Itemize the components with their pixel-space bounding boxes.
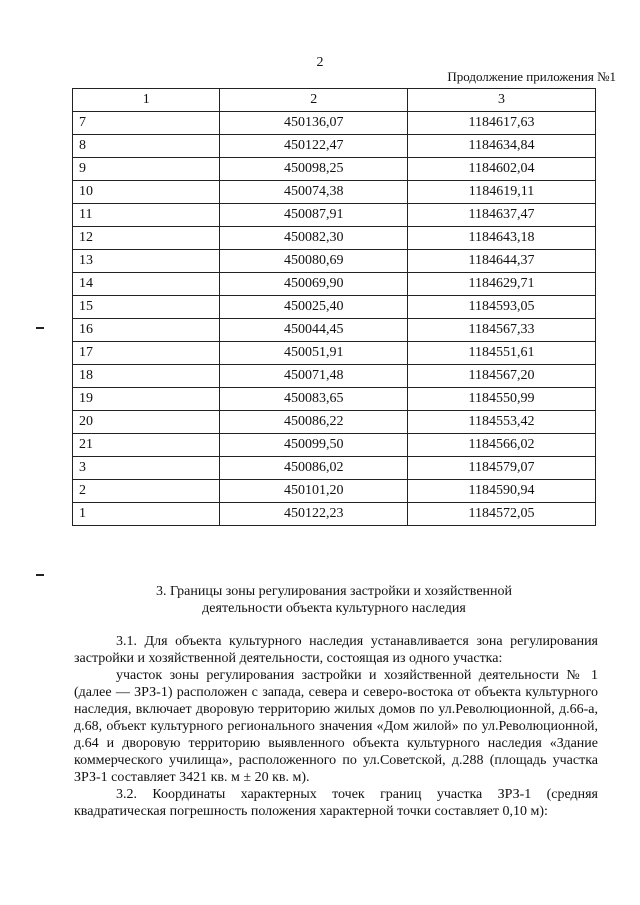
section-title-line: деятельности объекта культурного наследия [202, 601, 466, 616]
y-coordinate-cell: 1184567,33 [408, 319, 596, 342]
paragraph: 3.1. Для объекта культурного наследия устанавливается зона регулирования застройки и хозяйственной деятельности, состоящая из одного участка: [74, 634, 598, 666]
point-number-cell: 11 [73, 204, 220, 227]
y-coordinate-cell: 1184602,04 [408, 158, 596, 181]
x-coordinate-cell: 450086,22 [220, 411, 408, 434]
y-coordinate-cell: 1184553,42 [408, 411, 596, 434]
x-coordinate-cell: 450051,91 [220, 342, 408, 365]
table-row [73, 135, 596, 158]
point-number-cell: 8 [73, 135, 220, 158]
x-coordinate-cell: 450136,07 [220, 112, 408, 135]
table-row [73, 112, 596, 135]
y-coordinate-cell: 1184634,84 [408, 135, 596, 158]
table-row [73, 434, 596, 457]
table-row [73, 388, 596, 411]
column-header: 2 [220, 89, 408, 112]
x-coordinate-cell: 450086,02 [220, 457, 408, 480]
y-coordinate-cell: 1184551,61 [408, 342, 596, 365]
x-coordinate-cell: 450099,50 [220, 434, 408, 457]
x-coordinate-cell: 450098,25 [220, 158, 408, 181]
table-row [73, 411, 596, 434]
point-number-cell: 17 [73, 342, 220, 365]
point-number-cell: 12 [73, 227, 220, 250]
y-coordinate-cell: 1184619,11 [408, 181, 596, 204]
y-coordinate-cell: 1184593,05 [408, 296, 596, 319]
y-coordinate-cell: 1184644,37 [408, 250, 596, 273]
table-row [73, 158, 596, 181]
x-coordinate-cell: 450122,23 [220, 503, 408, 526]
margin-mark [36, 327, 44, 329]
x-coordinate-cell: 450025,40 [220, 296, 408, 319]
point-number-cell: 13 [73, 250, 220, 273]
y-coordinate-cell: 1184550,99 [408, 388, 596, 411]
y-coordinate-cell: 1184629,71 [408, 273, 596, 296]
y-coordinate-cell: 1184572,05 [408, 503, 596, 526]
point-number-cell: 20 [73, 411, 220, 434]
point-number-cell: 16 [73, 319, 220, 342]
x-coordinate-cell: 450044,45 [220, 319, 408, 342]
column-header: 3 [408, 89, 596, 112]
point-number-cell: 2 [73, 480, 220, 503]
point-number-cell: 21 [73, 434, 220, 457]
paragraph: 3.2. Координаты характерных точек границ участка ЗРЗ-1 (средняя квадратическая погрешность положения характерной точки составляет 0,10 м): [74, 787, 598, 819]
y-coordinate-cell: 1184637,47 [408, 204, 596, 227]
point-number-cell: 19 [73, 388, 220, 411]
page-number: 2 [316, 55, 324, 70]
y-coordinate-cell: 1184567,20 [408, 365, 596, 388]
body-text [74, 633, 598, 820]
point-number-cell: 15 [73, 296, 220, 319]
x-coordinate-cell: 450087,91 [220, 204, 408, 227]
y-coordinate-cell: 1184617,63 [408, 112, 596, 135]
table-row [73, 342, 596, 365]
point-number-cell: 9 [73, 158, 220, 181]
point-number-cell: 10 [73, 181, 220, 204]
x-coordinate-cell: 450069,90 [220, 273, 408, 296]
x-coordinate-cell: 450071,48 [220, 365, 408, 388]
y-coordinate-cell: 1184579,07 [408, 457, 596, 480]
point-number-cell: 18 [73, 365, 220, 388]
x-coordinate-cell: 450122,47 [220, 135, 408, 158]
paragraph: участок зоны регулирования застройки и хозяйственной деятельности № 1 (далее — ЗРЗ-1) расположен с запада, севера и северо-востока от объекта культурного наследия, включает дворовую территорию жилых домов по ул.Революционной, д.66-а, д.68, объект культурного регионального значения «Дом жилой» по ул.Революционной, д.64 и дворовую территорию выявленного объекта культурного наследия «Здание коммерческого училища», расположенного по ул.Советской, д.288 (площадь участка ЗРЗ-1 составляет 3421 кв. м ± 20 кв. м). [74, 668, 598, 785]
table-row [73, 273, 596, 296]
table-row [73, 480, 596, 503]
y-coordinate-cell: 1184643,18 [408, 227, 596, 250]
table-row [73, 296, 596, 319]
x-coordinate-cell: 450083,65 [220, 388, 408, 411]
section-title-line: 3. Границы зоны регулирования застройки и хозяйственной [155, 584, 513, 599]
table-row [73, 181, 596, 204]
point-number-cell: 7 [73, 112, 220, 135]
table-header-row [73, 89, 596, 112]
section-title [72, 583, 596, 617]
appendix-label: Продолжение приложения №1 [447, 69, 616, 84]
y-coordinate-cell: 1184566,02 [408, 434, 596, 457]
margin-mark [36, 574, 44, 576]
table-row [73, 250, 596, 273]
point-number-cell: 1 [73, 503, 220, 526]
coordinates-table [72, 88, 596, 526]
x-coordinate-cell: 450080,69 [220, 250, 408, 273]
table-row [73, 319, 596, 342]
table-row [73, 365, 596, 388]
x-coordinate-cell: 450082,30 [220, 227, 408, 250]
x-coordinate-cell: 450101,20 [220, 480, 408, 503]
y-coordinate-cell: 1184590,94 [408, 480, 596, 503]
point-number-cell: 3 [73, 457, 220, 480]
table-row [73, 503, 596, 526]
table-row [73, 457, 596, 480]
table-row [73, 227, 596, 250]
table-row [73, 204, 596, 227]
column-header: 1 [73, 89, 220, 112]
x-coordinate-cell: 450074,38 [220, 181, 408, 204]
point-number-cell: 14 [73, 273, 220, 296]
